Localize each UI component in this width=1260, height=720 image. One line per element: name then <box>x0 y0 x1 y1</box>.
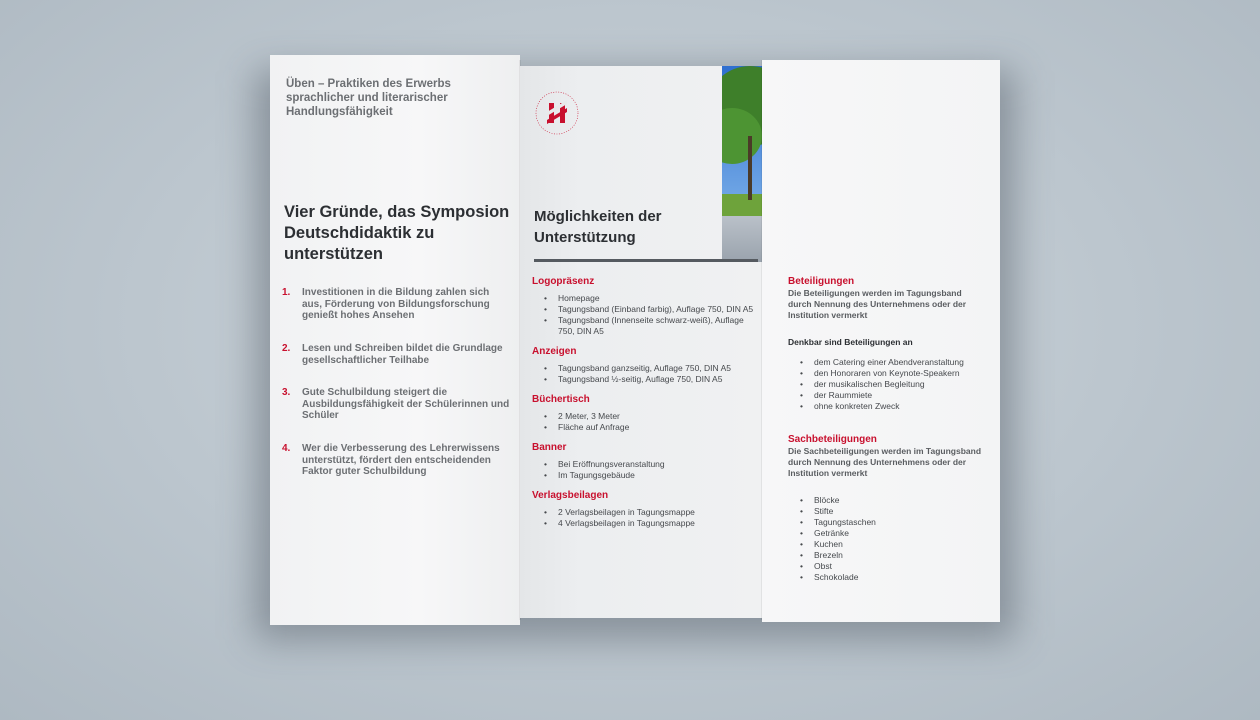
campus-photo <box>722 66 762 262</box>
participation-info <box>788 276 984 605</box>
reasons-heading: Vier Gründe, das Symposion Deutschdidaktik zu unterstützen <box>284 203 510 263</box>
list-item: • ohne konkreten Zweck <box>788 401 984 412</box>
beteiligungen-subheading: Denkbar sind Beteiligungen an <box>788 337 913 347</box>
list-item: • Tagungsband (Einband farbig), Auflage 750, DIN A5 <box>532 304 758 315</box>
anzeigen-list <box>532 363 758 385</box>
list-item: • Blöcke <box>788 495 984 506</box>
reasons-list <box>282 287 510 478</box>
section-title-banner: Banner <box>532 442 567 453</box>
list-item: • dem Catering einer Abendveranstaltung <box>788 357 984 368</box>
brochure-panel-right <box>762 60 1000 622</box>
list-item: • Schokolade <box>788 572 984 583</box>
section-title-sachbeteiligungen: Sachbeteiligungen <box>788 434 877 445</box>
buechertisch-list <box>532 411 758 433</box>
list-item: • 2 Verlagsbeilagen in Tagungsmappe <box>532 507 758 518</box>
symposium-subtitle: Üben – Praktiken des Erwerbs sprachlicher und literarischer Handlungsfähigkeit <box>286 78 451 118</box>
banner-list <box>532 459 758 481</box>
list-item: • Homepage <box>532 293 758 304</box>
section-title-beteiligungen: Beteiligungen <box>788 276 855 287</box>
section-divider <box>534 259 758 262</box>
support-options <box>532 276 758 538</box>
list-item: • Im Tagungsgebäude <box>532 470 758 481</box>
list-item: • der musikalischen Begleitung <box>788 379 984 390</box>
list-item: • 4 Verlagsbeilagen in Tagungsmappe <box>532 518 758 529</box>
list-item: • Tagungsband ½-seitig, Auflage 750, DIN A5 <box>532 374 758 385</box>
support-heading: Möglichkeiten der Unterstützung <box>534 208 662 246</box>
list-item: • Tagungsband ganzseitig, Auflage 750, DIN A5 <box>532 363 758 374</box>
list-item: • Kuchen <box>788 539 984 550</box>
list-item: • Stifte <box>788 506 984 517</box>
reason-item: 3. Gute Schulbildung steigert die Ausbildungsfähigkeit der Schülerinnen und Schüler <box>282 387 510 421</box>
reason-item: 2. Lesen und Schreiben bildet die Grundlage gesellschaftlicher Teilhabe <box>282 343 503 366</box>
sachbeteiligungen-description: Die Sachbeteiligungen werden im Tagungsband durch Nennung des Unternehmens oder der Institution vermerkt <box>788 446 982 478</box>
verlagsbeilagen-list <box>532 507 758 529</box>
brochure-panel-left <box>270 55 520 625</box>
beteiligungen-description: Die Beteiligungen werden im Tagungsband durch Nennung des Unternehmens oder der Institution vermerkt <box>788 288 967 320</box>
list-item: • der Raummiete <box>788 390 984 401</box>
list-item: • den Honoraren von Keynote-Speakern <box>788 368 984 379</box>
list-item: • Brezeln <box>788 550 984 561</box>
section-title-anzeigen: Anzeigen <box>532 346 577 357</box>
list-item: • Fläche auf Anfrage <box>532 422 758 433</box>
reason-item: 1. Investitionen in die Bildung zahlen sich aus, Förderung von Bildungsforschung genießt hohes Ansehen <box>282 287 490 321</box>
beteiligungen-list <box>788 357 984 412</box>
brochure-panel-middle <box>520 66 762 618</box>
section-title-logopraesenz: Logopräsenz <box>532 276 595 287</box>
reason-item: 4. Wer die Verbesserung des Lehrerwissens unterstützt, fördert den entscheidenden Faktor guter Schulbildung <box>282 443 500 477</box>
list-item: • Getränke <box>788 528 984 539</box>
university-logo <box>534 90 580 136</box>
sachbeteiligungen-list <box>788 495 984 583</box>
logopraesenz-list <box>532 293 758 337</box>
list-item: • 2 Meter, 3 Meter <box>532 411 758 422</box>
list-item: • Tagungsband (Innenseite schwarz-weiß), Auflage 750, DIN A5 <box>532 315 758 337</box>
list-item: • Obst <box>788 561 984 572</box>
list-item: • Tagungstaschen <box>788 517 984 528</box>
list-item: • Bei Eröffnungsveranstaltung <box>532 459 758 470</box>
section-title-buechertisch: Büchertisch <box>532 394 590 405</box>
section-title-verlagsbeilagen: Verlagsbeilagen <box>532 490 609 501</box>
